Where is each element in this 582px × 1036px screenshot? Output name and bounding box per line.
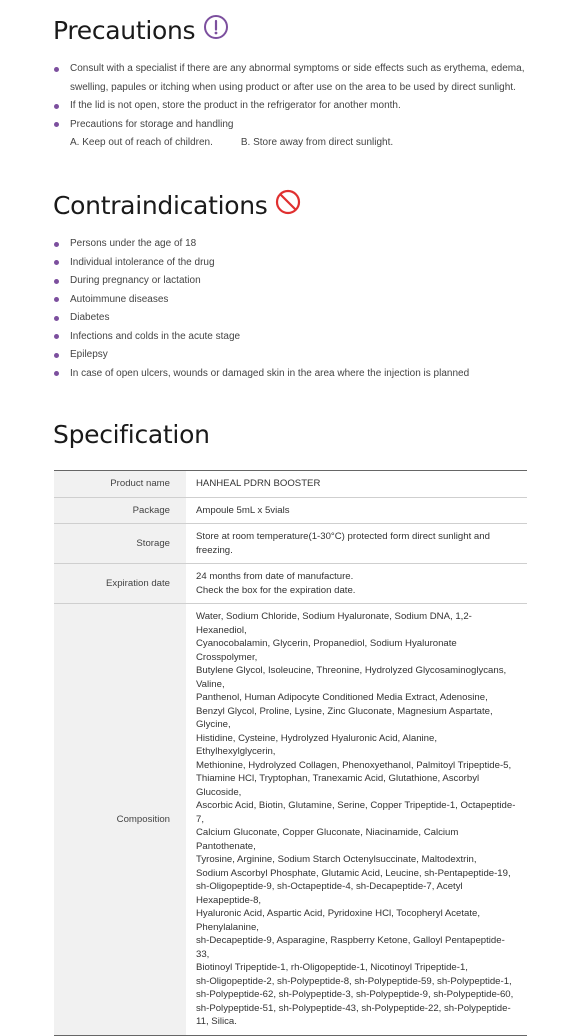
precautions-list [54,60,534,153]
list-item: In case of open ulcers, wounds or damaged skin in the area where the injection is planned [54,365,534,384]
table-row [54,524,527,564]
contraindications-title: Contraindications [53,190,268,220]
list-item: Autoimmune diseases [54,291,534,310]
specification-title: Specification [53,420,210,449]
table-row [54,471,527,498]
composition-value: Water, Sodium Chloride, Sodium Hyaluronate, Sodium DNA, 1,2-Hexanediol, Cyanocobalamin, Glycerin, Propanediol, Sodium Hyaluronate Crosspolymer, Butylene Glycol, Isoleucine, Threonine, Hydrolyzed Glycosaminoglycans, Valine, Panthenol, Human Adipocyte Conditioned Media Extract, Adenosine, Benzyl Glycol, Proline, Lysine, Zinc Gluconate, Magnesium Aspartate, Glycine, Histidine, Cysteine, Hydrolyzed Hyaluronic Acid, Alanine, Ethylhexylglycerin, Methionine, Hydrolyzed Collagen, Phenoxyethanol, Palmitoyl Tripeptide-5, Thiamine HCl, Tryptophan, Tranexamic Acid, Glutathione, Ascorbyl Glucoside, Ascorbic Acid, Biotin, Glutamine, Serine, Copper Tripeptide-1, Octapeptide-7, Calcium Gluconate, Copper Gluconate, Niacinamide, Calcium Pantothenate, Tyrosine, Arginine, Sodium Starch Octenylsuccinate, Maltodextrin, Sodium Ascorbyl Phosphate, Glutamic Acid, Leucine, sh-Pentapeptide-19, sh-Oligopeptide-9, sh-Octapeptide-4, sh-Decapeptide-7, Acetyl Hexapeptide-8, Hyaluronic Acid, Aspartic Acid, Pyridoxine HCl, Tocopheryl Acetate, Phenylalanine, sh-Decapeptide-9, Asparagine, Raspberry Ketone, Galloyl Pentapeptide-33, Biotinoyl Tripeptide-1, rh-Oligopeptide-1, Nicotinoyl Tripeptide-1, sh-Oligopeptide-2, sh-Polypeptide-8, sh-Polypeptide-59, sh-Polypeptide-1, sh-Polypeptide-62, sh-Polypeptide-3, sh-Polypeptide-9, sh-Polypeptide-60, sh-Polypeptide-51, sh-Polypeptide-43, sh-Polypeptide-22, sh-Polypeptide-11, Silica. [196,611,516,1027]
specification-table [54,470,527,1036]
row-value: Store at room temperature(1-30°C) protected form direct sunlight and freezing. [196,531,490,556]
list-item: Epilepsy [54,346,534,365]
list-item: Consult with a specialist if there are any abnormal symptoms or side effects such as erythema, edema, swelling, papules or itching when using product or after use on the area to be used by direct sunlight. [54,60,534,97]
prohibited-icon [275,189,301,221]
storage-note-a: A. Keep out of reach of children. [70,137,213,148]
precautions-title: Precautions [53,15,196,45]
list-item: Diabetes [54,309,534,328]
table-row [54,604,527,1036]
list-item: Persons under the age of 18 [54,235,534,254]
table-row [54,497,527,524]
row-value: 24 months from date of manufacture. Check the box for the expiration date. [196,571,356,596]
storage-notes [70,134,534,153]
table-row [54,564,527,604]
contraindications-heading [53,189,301,221]
list-item: Infections and colds in the acute stage [54,328,534,347]
list-item: During pregnancy or lactation [54,272,534,291]
row-value: Ampoule 5mL x 5vials [196,504,290,516]
row-label: Product name [54,471,186,498]
row-value: HANHEAL PDRN BOOSTER [196,478,321,489]
row-label: Storage [54,524,186,564]
row-label: Composition [54,604,186,1036]
precautions-heading [53,14,229,46]
storage-note-b: B. Store away from direct sunlight. [240,137,394,148]
list-item: Individual intolerance of the drug [54,254,534,273]
list-item: If the lid is not open, store the product in the refrigerator for another month. [54,97,534,116]
row-label: Package [54,497,186,524]
list-item: Precautions for storage and handling A. Keep out of reach of children. B. Store away from direct sunlight. [54,116,534,153]
contraindications-list [54,235,534,383]
specification-heading [53,420,210,449]
exclamation-circle-icon [203,14,229,46]
row-label: Expiration date [54,564,186,604]
